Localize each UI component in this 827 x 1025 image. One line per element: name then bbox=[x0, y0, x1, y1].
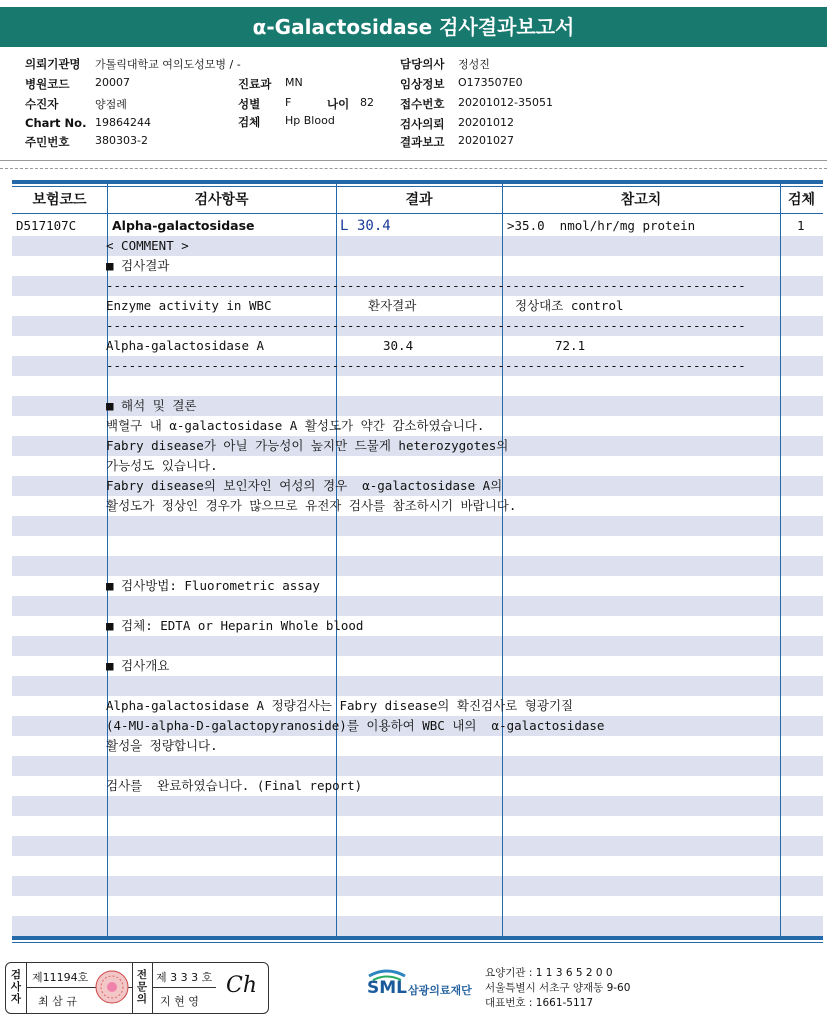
resident-value: 380303-2 bbox=[95, 134, 148, 147]
chart-value: 19864244 bbox=[95, 116, 151, 129]
dept-value: MN bbox=[285, 76, 303, 89]
box-divider bbox=[26, 963, 27, 1013]
header-row-rule bbox=[12, 213, 823, 214]
org-address: 서울특별시 서초구 양재동 9-60 bbox=[485, 982, 631, 994]
tester-license-no: 제11194호 bbox=[32, 971, 89, 984]
result-heading: ■ 검사결과 bbox=[106, 258, 170, 273]
row-stripe bbox=[12, 796, 823, 816]
sex-value: F bbox=[285, 96, 292, 109]
final-report-line: 검사를 완료하였습니다. (Final report) bbox=[106, 778, 363, 793]
sex-label: 성별 bbox=[238, 97, 261, 111]
control-col-label: 정상대조 control bbox=[515, 298, 624, 313]
sml-logo-text: SML bbox=[367, 978, 407, 998]
report-date-value: 20201027 bbox=[458, 134, 514, 147]
row-stripe bbox=[12, 916, 823, 936]
request-value: 20201012 bbox=[458, 116, 514, 129]
box-divider bbox=[152, 987, 216, 988]
patient-value: 양점례 bbox=[95, 98, 127, 111]
interpretation-line: 백혈구 내 α-galactosidase A 활성도가 약간 감소하였습니다. bbox=[106, 418, 485, 433]
clinical-label: 임상정보 bbox=[400, 77, 445, 91]
header-dashed-divider bbox=[0, 168, 827, 169]
enzyme-col-label: Enzyme activity in WBC bbox=[106, 298, 272, 313]
col-header-code: 보험코드 bbox=[32, 192, 87, 208]
enzyme-row-patient: 30.4 bbox=[383, 338, 414, 353]
seal-icon bbox=[94, 969, 130, 1005]
method-line: ■ 검사방법: Fluorometric assay bbox=[106, 578, 320, 593]
interpretation-line: Fabry disease가 아닐 가능성이 높지만 드물게 heterozygotes의 bbox=[106, 438, 509, 453]
specialist-license-no: 제 3 3 3 호 bbox=[156, 971, 213, 984]
dash-line: ------------------------------------------------------------------------------------- bbox=[106, 278, 746, 293]
specialist-label bbox=[134, 969, 150, 1005]
enzyme-row-name: Alpha-galactosidase A bbox=[106, 338, 265, 353]
institution-value: 가톨릭대학교 여의도성모병 / - bbox=[95, 58, 241, 71]
row-stripe bbox=[12, 556, 823, 576]
interpretation-line: 가능성도 있습니다. bbox=[106, 458, 218, 473]
interpretation-heading: ■ 해석 및 결론 bbox=[106, 398, 197, 413]
request-label: 검사의뢰 bbox=[400, 117, 445, 131]
dept-label: 진료과 bbox=[238, 77, 272, 91]
resident-label: 주민번호 bbox=[25, 135, 70, 149]
clinical-value: O173507E0 bbox=[458, 76, 523, 89]
table-top-rule bbox=[12, 180, 823, 184]
col-header-result: 결과 bbox=[405, 192, 433, 208]
receipt-value: 20201012-35051 bbox=[458, 96, 553, 109]
specialist-name: 지 현 영 bbox=[160, 995, 199, 1008]
col-header-specimen: 검체 bbox=[787, 192, 816, 208]
col-divider bbox=[502, 184, 503, 936]
row-stripe bbox=[12, 876, 823, 896]
tester-name: 최 삼 규 bbox=[38, 995, 77, 1008]
box-divider bbox=[132, 963, 133, 1013]
age-label: 나이 bbox=[327, 97, 350, 111]
col-header-reference: 참고치 bbox=[620, 192, 662, 208]
specialist-label-text: 전문의 bbox=[136, 969, 148, 1005]
dash-line: ------------------------------------------------------------------------------------- bbox=[106, 358, 746, 373]
col-divider bbox=[336, 184, 337, 936]
result-flag: L bbox=[340, 218, 349, 234]
col-header-item: 검사항목 bbox=[194, 192, 249, 208]
overview-heading: ■ 검사개요 bbox=[106, 658, 170, 673]
report-footer bbox=[0, 958, 827, 1020]
age-value: 82 bbox=[360, 96, 374, 109]
report-header bbox=[0, 50, 827, 160]
signature-box bbox=[5, 962, 269, 1014]
dash-line: ------------------------------------------------------------------------------------- bbox=[106, 318, 746, 333]
receipt-label: 접수번호 bbox=[400, 97, 445, 111]
table-bottom-rule-thin bbox=[12, 942, 823, 943]
enzyme-row-control: 72.1 bbox=[555, 338, 586, 353]
box-divider bbox=[152, 963, 153, 1013]
overview-line: Alpha-galactosidase A 정량검사는 Fabry disease의 확진검사로 형광기질 bbox=[106, 698, 574, 713]
result-value: 30.4 bbox=[357, 218, 391, 234]
patient-label: 수진자 bbox=[25, 97, 59, 111]
row-stripe bbox=[12, 636, 823, 656]
col-divider bbox=[780, 184, 781, 936]
specimen-count: 1 bbox=[797, 218, 805, 233]
test-item: Alpha-galactosidase bbox=[112, 218, 255, 233]
chart-label: Chart No. bbox=[25, 116, 87, 130]
table-bottom-rule bbox=[12, 936, 823, 940]
specimen-value: Hp Blood bbox=[285, 114, 335, 127]
signature: Ch bbox=[226, 973, 258, 998]
report-date-label: 결과보고 bbox=[400, 135, 445, 149]
overview-line: (4-MU-alpha-D-galactopyranoside)를 이용하여 WBC 내의 α-galactosidase bbox=[106, 718, 605, 733]
row-stripe bbox=[12, 516, 823, 536]
reference-range: >35.0 nmol/hr/mg protein bbox=[507, 218, 696, 233]
interpretation-line: Fabry disease의 보인자인 여성의 경우 α-galactosidase A의 bbox=[106, 478, 503, 493]
doctor-label: 담당의사 bbox=[400, 57, 445, 71]
doctor-value: 정성진 bbox=[458, 58, 490, 71]
specimen-line: ■ 검체: EDTA or Heparin Whole blood bbox=[106, 618, 364, 633]
tester-label-text: 검사자 bbox=[10, 969, 22, 1005]
row-stripe bbox=[12, 836, 823, 856]
row-stripe bbox=[12, 756, 823, 776]
org-info bbox=[485, 966, 630, 1011]
institution-label: 의뢰기관명 bbox=[25, 57, 81, 71]
insurance-code: D517107C bbox=[16, 218, 77, 233]
interpretation-line: 활성도가 정상인 경우가 많으므로 유전자 검사를 참조하시기 바랍니다. bbox=[106, 498, 517, 513]
hospital-code-value: 20007 bbox=[95, 76, 130, 89]
org-phone: 대표번호 : 1661-5117 bbox=[485, 997, 594, 1009]
overview-line: 활성을 정량합니다. bbox=[106, 738, 218, 753]
patient-col-label: 환자결과 bbox=[368, 298, 417, 313]
header-divider bbox=[0, 160, 827, 161]
org-name: 삼광의료재단 bbox=[408, 984, 472, 997]
report-title: α-Galactosidase 검사결과보고서 bbox=[0, 7, 827, 47]
row-stripe bbox=[12, 676, 823, 696]
org-code: 요양기관 : 1 1 3 6 5 2 0 0 bbox=[485, 967, 613, 979]
comment-tag: < COMMENT > bbox=[106, 238, 189, 253]
specimen-label: 검체 bbox=[238, 115, 261, 129]
tester-label bbox=[8, 969, 24, 1005]
hospital-code-label: 병원코드 bbox=[25, 77, 70, 91]
row-stripe bbox=[12, 596, 823, 616]
